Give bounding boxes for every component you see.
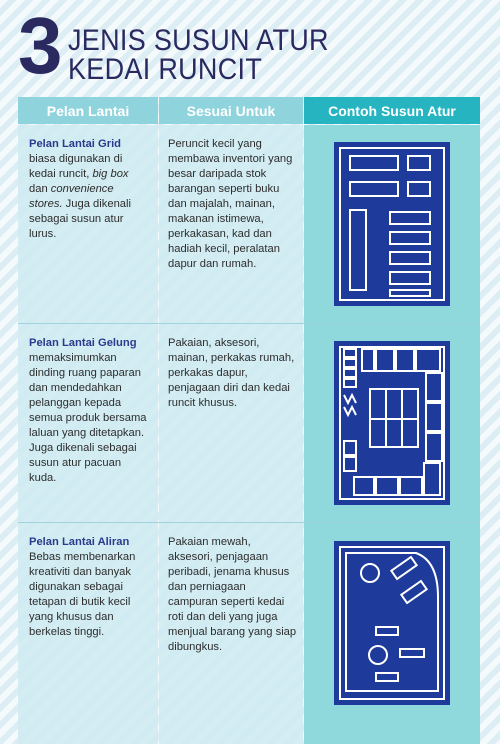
loop-floor-plan-icon xyxy=(334,341,450,505)
page-title xyxy=(68,23,329,86)
row-grid-desc-a: biasa digunakan di kedai runcit, xyxy=(29,153,123,180)
row-grid-example xyxy=(304,125,480,323)
row-grid-name: Pelan Lantai Grid xyxy=(29,138,122,150)
row-loop-suitable: Pakaian, aksesori, mainan, perkakas rumah, perkakas dapur, penjagaan diri dan kedai runcit khusus. xyxy=(159,324,303,522)
row-grid-desc-em2: convenience stores. xyxy=(29,183,114,210)
row-flow-name: Pelan Lantai Aliran xyxy=(29,536,130,548)
header-suitable-for: Sesuai Untuk xyxy=(159,97,303,124)
row-flow-desc: Bebas membenarkan kreativiti dan banyak digunakan sebagai tetapan di butik kecil yang khusus dan berkelas tinggi. xyxy=(29,551,136,638)
row-grid-desc-em1: big box xyxy=(92,168,129,180)
free-flow-floor-plan-icon xyxy=(334,541,450,705)
row-flow-description xyxy=(18,523,158,744)
row-loop-name: Pelan Lantai Gelung xyxy=(29,337,137,349)
header-example-layout: Contoh Susun Atur xyxy=(304,97,480,124)
grid-floor-plan-icon xyxy=(334,142,450,306)
row-divider xyxy=(18,522,480,523)
row-grid-desc-c: Juga dikenali sebagai susun atur lurus. xyxy=(29,198,131,240)
row-loop-example xyxy=(304,324,480,522)
row-divider xyxy=(18,323,480,324)
row-flow-example xyxy=(304,523,480,744)
row-grid-description xyxy=(18,125,158,323)
header-floor-plan: Pelan Lantai xyxy=(18,97,158,124)
title-number: 3 xyxy=(18,1,63,90)
row-loop-desc: memaksimumkan dinding ruang paparan dan mendedahkan pelanggan kepada semua produk bersama laluan yang ditetapkan. Juga dikenali sebagai susun atur pacuan kuda. xyxy=(29,352,147,484)
title-line-1: JENIS SUSUN ATUR xyxy=(68,23,329,57)
row-grid-suitable: Peruncit kecil yang membawa inventori yang besar daripada stok barangan seperti buku dan majalah, mainan, makanan istimewa, perkakasan, kad dan hadiah kecil, peralatan dapur dan rumah. xyxy=(159,125,303,323)
title-line-2: KEDAI RUNCIT xyxy=(68,52,263,86)
row-loop-description xyxy=(18,324,158,522)
row-flow-suitable: Pakaian mewah, aksesori, penjagaan peribadi, jenama khusus dan perniagaan campuran seperti kedai roti dan deli yang juga menjual barang yang siap dibungkus. xyxy=(159,523,303,744)
row-grid-desc-b: dan xyxy=(29,183,51,195)
layout-table xyxy=(18,97,480,744)
